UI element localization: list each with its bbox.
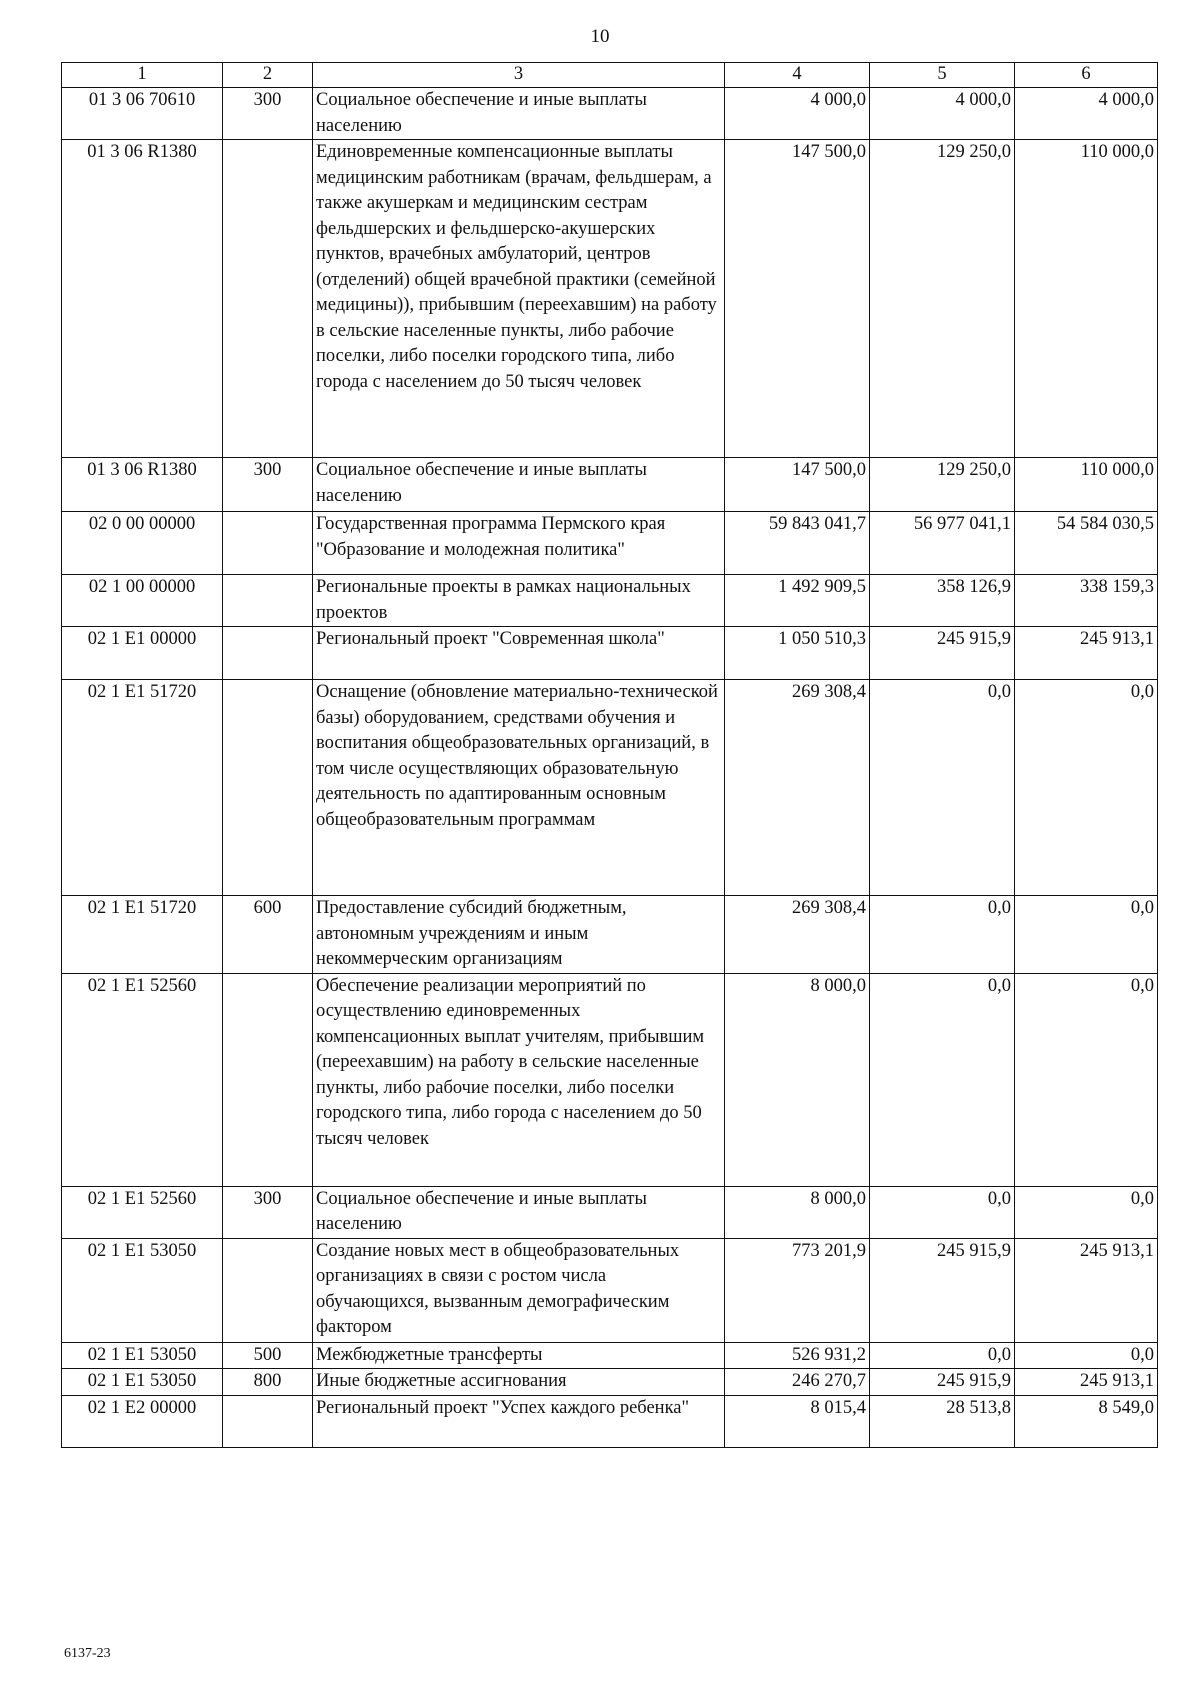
amount-col-5: 4 000,0 [870, 88, 1015, 140]
amount-col-4: 147 500,0 [725, 458, 870, 512]
amount-col-5: 28 513,8 [870, 1395, 1015, 1447]
amount-col-5: 129 250,0 [870, 458, 1015, 512]
item-name: Социальное обеспечение и иные выплаты населению [313, 88, 725, 140]
table-row [62, 680, 1158, 896]
amount-col-5: 129 250,0 [870, 140, 1015, 458]
amount-col-4: 147 500,0 [725, 140, 870, 458]
expense-type [223, 1395, 313, 1447]
amount-col-4: 8 015,4 [725, 1395, 870, 1447]
expense-type: 300 [223, 458, 313, 512]
column-header: 3 [313, 63, 725, 88]
amount-col-5: 0,0 [870, 896, 1015, 974]
document-code: 6137-23 [64, 1646, 111, 1661]
item-name: Иные бюджетные ассигнования [313, 1369, 725, 1396]
item-name: Социальное обеспечение и иные выплаты населению [313, 1186, 725, 1238]
expense-type [223, 512, 313, 575]
amount-col-4: 269 308,4 [725, 896, 870, 974]
item-name: Региональные проекты в рамках национальных проектов [313, 575, 725, 627]
amount-col-6: 245 913,1 [1015, 627, 1158, 680]
target-code: 02 1 E1 52560 [62, 973, 223, 1186]
target-code: 02 1 E1 52560 [62, 1186, 223, 1238]
amount-col-6: 110 000,0 [1015, 140, 1158, 458]
expense-type [223, 1238, 313, 1342]
table-header [62, 63, 1158, 88]
table-row [62, 575, 1158, 627]
amount-col-4: 8 000,0 [725, 1186, 870, 1238]
amount-col-4: 8 000,0 [725, 973, 870, 1186]
target-code: 01 3 06 70610 [62, 88, 223, 140]
table-row [62, 140, 1158, 458]
expense-type [223, 140, 313, 458]
page-number: 10 [590, 26, 610, 47]
amount-col-6: 245 913,1 [1015, 1238, 1158, 1342]
column-header: 5 [870, 63, 1015, 88]
item-name: Единовременные компенсационные выплаты медицинским работникам (врачам, фельдшерам, а также акушеркам и медицинским сестрам фельдшерских и фельдшерско-акушерских пунктов, врачебных амбулаторий, центров (отделений) общей врачебной практики (семейной медицины)), прибывшим (переехавшим) на работу в сельские населенные пункты, либо рабочие поселки, либо поселки городского типа, либо города с населением до 50 тысяч человек [313, 140, 725, 458]
expense-type: 500 [223, 1342, 313, 1369]
amount-col-4: 59 843 041,7 [725, 512, 870, 575]
table-row [62, 1369, 1158, 1396]
item-name: Создание новых мест в общеобразовательных организациях в связи с ростом числа обучающихся, вызванным демографическим фактором [313, 1238, 725, 1342]
amount-col-5: 0,0 [870, 1342, 1015, 1369]
table-body [62, 88, 1158, 1448]
target-code: 02 1 00 00000 [62, 575, 223, 627]
amount-col-5: 245 915,9 [870, 627, 1015, 680]
table-row [62, 88, 1158, 140]
expense-type [223, 627, 313, 680]
expense-type [223, 973, 313, 1186]
item-name: Предоставление субсидий бюджетным, автономным учреждениям и иным некоммерческим организациям [313, 896, 725, 974]
expense-type [223, 680, 313, 896]
amount-col-6: 54 584 030,5 [1015, 512, 1158, 575]
amount-col-6: 0,0 [1015, 1186, 1158, 1238]
item-name: Оснащение (обновление материально-технической базы) оборудованием, средствами обучения и воспитания общеобразовательных организаций, в том числе осуществляющих образовательную деятельность по адаптированным основным общеобразовательным программам [313, 680, 725, 896]
target-code: 02 1 E1 51720 [62, 896, 223, 974]
amount-col-5: 0,0 [870, 973, 1015, 1186]
item-name: Обеспечение реализации мероприятий по осуществлению единовременных компенсационных выплат учителям, прибывшим (переехавшим) на работу в сельские населенные пункты, либо рабочие поселки, либо поселки городского типа, либо города с населением до 50 тысяч человек [313, 973, 725, 1186]
item-name: Региональный проект "Современная школа" [313, 627, 725, 680]
table-row [62, 896, 1158, 974]
table-row [62, 1186, 1158, 1238]
target-code: 01 3 06 R1380 [62, 458, 223, 512]
expense-type: 300 [223, 88, 313, 140]
table-row [62, 512, 1158, 575]
amount-col-5: 0,0 [870, 1186, 1015, 1238]
column-header: 2 [223, 63, 313, 88]
amount-col-5: 358 126,9 [870, 575, 1015, 627]
amount-col-4: 1 050 510,3 [725, 627, 870, 680]
target-code: 02 0 00 00000 [62, 512, 223, 575]
amount-col-6: 245 913,1 [1015, 1369, 1158, 1396]
amount-col-4: 269 308,4 [725, 680, 870, 896]
amount-col-6: 110 000,0 [1015, 458, 1158, 512]
column-header: 4 [725, 63, 870, 88]
amount-col-6: 0,0 [1015, 896, 1158, 974]
budget-table [61, 62, 1158, 1448]
item-name: Социальное обеспечение и иные выплаты населению [313, 458, 725, 512]
amount-col-6: 0,0 [1015, 680, 1158, 896]
amount-col-6: 8 549,0 [1015, 1395, 1158, 1447]
column-header: 6 [1015, 63, 1158, 88]
target-code: 02 1 E1 00000 [62, 627, 223, 680]
table-row [62, 1238, 1158, 1342]
amount-col-4: 1 492 909,5 [725, 575, 870, 627]
header-row [62, 63, 1158, 88]
expense-type: 300 [223, 1186, 313, 1238]
amount-col-4: 4 000,0 [725, 88, 870, 140]
amount-col-6: 338 159,3 [1015, 575, 1158, 627]
target-code: 01 3 06 R1380 [62, 140, 223, 458]
amount-col-6: 4 000,0 [1015, 88, 1158, 140]
table-row [62, 458, 1158, 512]
item-name: Межбюджетные трансферты [313, 1342, 725, 1369]
amount-col-4: 246 270,7 [725, 1369, 870, 1396]
target-code: 02 1 E1 53050 [62, 1342, 223, 1369]
target-code: 02 1 E1 53050 [62, 1238, 223, 1342]
item-name: Государственная программа Пермского края "Образование и молодежная политика" [313, 512, 725, 575]
amount-col-5: 245 915,9 [870, 1369, 1015, 1396]
amount-col-4: 773 201,9 [725, 1238, 870, 1342]
target-code: 02 1 E1 53050 [62, 1369, 223, 1396]
amount-col-6: 0,0 [1015, 1342, 1158, 1369]
item-name: Региональный проект "Успех каждого ребенка" [313, 1395, 725, 1447]
table-row [62, 1395, 1158, 1447]
expense-type: 600 [223, 896, 313, 974]
amount-col-5: 245 915,9 [870, 1238, 1015, 1342]
target-code: 02 1 E2 00000 [62, 1395, 223, 1447]
amount-col-4: 526 931,2 [725, 1342, 870, 1369]
target-code: 02 1 E1 51720 [62, 680, 223, 896]
expense-type [223, 575, 313, 627]
amount-col-5: 56 977 041,1 [870, 512, 1015, 575]
expense-type: 800 [223, 1369, 313, 1396]
table-row [62, 973, 1158, 1186]
table-row [62, 1342, 1158, 1369]
amount-col-6: 0,0 [1015, 973, 1158, 1186]
amount-col-5: 0,0 [870, 680, 1015, 896]
table-row [62, 627, 1158, 680]
column-header: 1 [62, 63, 223, 88]
